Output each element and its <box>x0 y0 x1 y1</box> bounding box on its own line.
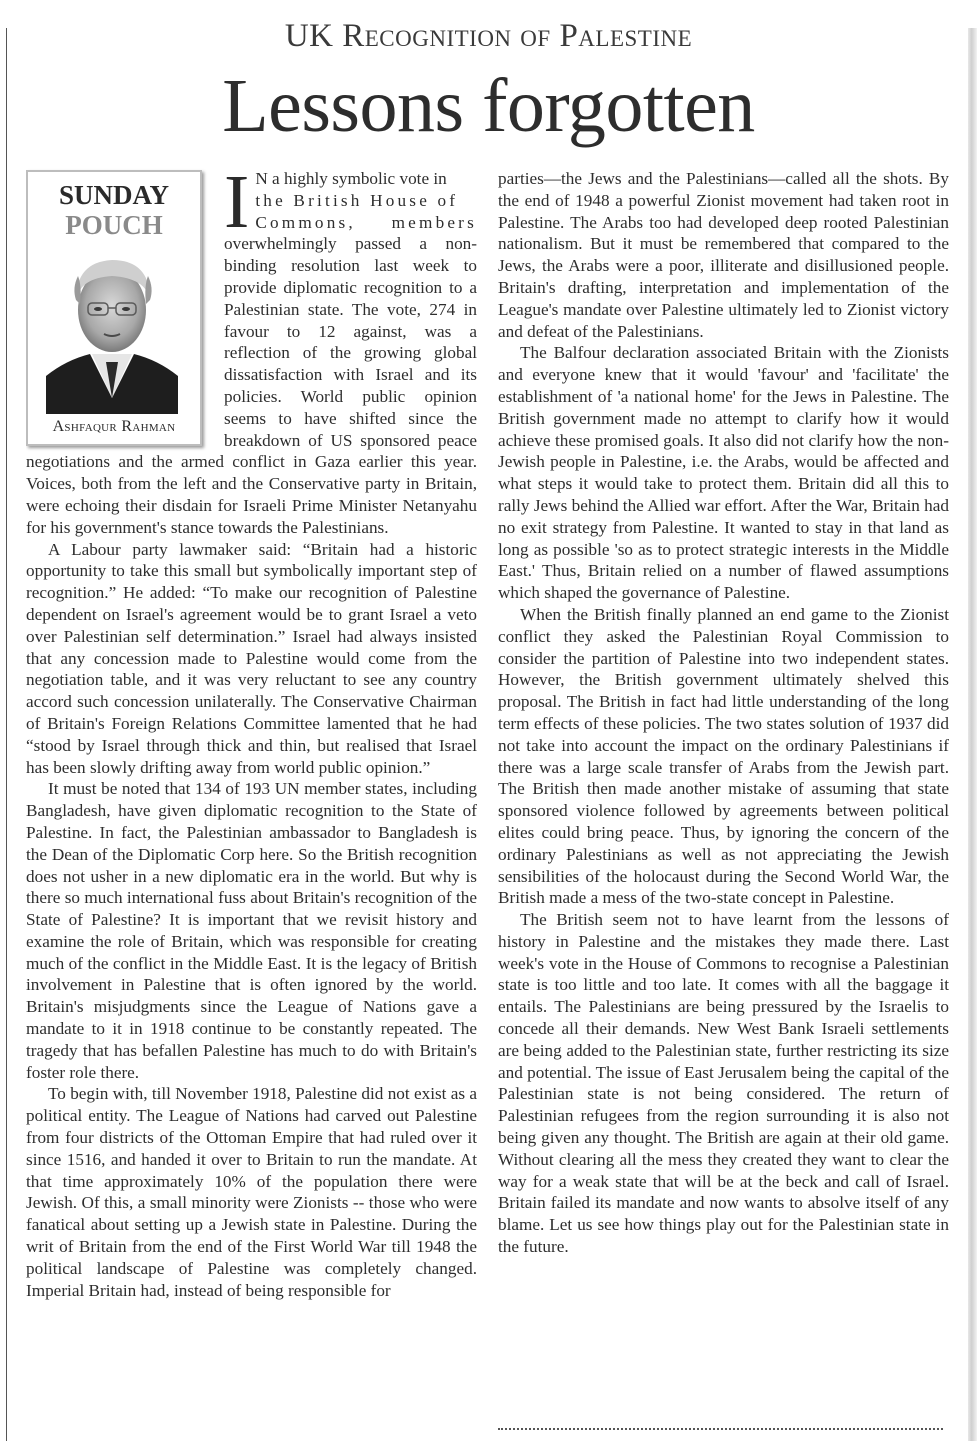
article-headline: Lessons forgotten <box>222 64 755 148</box>
column-badge-title: SUNDAY <box>58 180 170 210</box>
lead-line: the British House of <box>255 190 459 210</box>
column-badge <box>26 170 202 446</box>
lead-line: N a highly symbolic vote in <box>255 169 447 188</box>
body-paragraph: It must be noted that 134 of 193 UN member states, including Bangladesh, have given diplomatic recognition to the State of Palestine. In fact, the Palestinian ambassador to Bangladesh is the Dean of the Diplomatic Corp here. So the British recognition does not usher in a new diplomatic era in the world. But why is there so much international fuss about Britain's recognition of the State of Palestine? It is important that we revisit history and examine the role of Britain, which was responsible for creating much of the conflict in the Middle East. It is the legacy of British involvement in Palestine that is often ignored by the world. Britain's misjudgments since the League of Nations gave a mandate to it in 1918 continue to be constantly repeated. The tragedy that has befallen Palestine has much to do with Britain's foster role there. <box>26 779 477 1082</box>
lead-paragraph-body: overwhelmingly passed a non-binding resolution last week to provide diplomatic recognition to a Palestinian state. The vote, 274 in favour to 12 against, was a reflection of the growing global dissatisfaction with Israel and its policies. World public opinion seems to have shifted since the breakdown of US sponsored peace negotiations and the armed conflict in Gaza earlier this year. Voices, both from the left and the Conservative party in Britain, were echoing their disdain for Israeli Prime Minister Netanyahu for his government's stance towards the Palestinians. <box>26 234 477 537</box>
body-paragraph: A Labour party lawmaker said: “Britain had a historic opportunity to take this small but symbolically important step of recognition.” He added: “To make our recognition of Palestine dependent on Israel's agreement would be to grant Israel a veto over Palestinian self determination.” Israel had always insisted that any concession made to Palestine would come from the negotiation table, and it was very reluctant to see any country accord such concession unilaterally. The Conservative Chairman of Britain's Foreign Relations Committee lamented that he had “stood by Israel through thick and thin, but realised that Israel has been slowly drifting away from world public opinion.” <box>26 539 477 777</box>
article-column-right <box>498 168 949 1258</box>
drop-cap: I <box>224 168 250 244</box>
body-paragraph: parties—the Jews and the Palestinians—called all the shots. By the end of 1948 a powerful Zionist movement had taken root in Palestine. The Arabs too had developed deep rooted Palestinian nationalism. But it must be remembered that compared to the Jews, the Arabs were a poor, illiterate and disillusioned people. Britain's drafting, interpretation and implementation of the League's mandate over Palestine ultimately led to Zionist victory and defeat of the Palestinians. <box>498 169 949 341</box>
column-badge-subtitle: POUCH <box>65 210 163 240</box>
article-kicker: UK Recognition of Palestine <box>284 18 693 54</box>
body-paragraph: To begin with, till November 1918, Palestine did not exist as a political entity. The League of Nations had carved out Palestine from four districts of the Ottoman Empire that had ruled over it since 1516, and handed it over to Britain to run the mandate. At that time approximately 10% of the population there were Jewish. Of this, a small minority were Zionists -- those who were fanatical about setting up a Jewish state in Palestine. During the writ of Britain from the end of the First World War till 1948 the political landscape of Palestine was completely changed. Imperial Britain had, instead of being responsible for <box>26 1084 477 1300</box>
page-left-rule <box>6 28 7 1441</box>
lead-line: Commons, members <box>255 212 477 232</box>
article-end-dotted-rule <box>498 1428 943 1432</box>
body-paragraph: The Balfour declaration associated Britain with the Zionists and everyone knew that it would 'favour' and 'facilitate' the establishment of 'a national home' for the Jews in Palestine. The British government made no attempt to clarify how it would achieve these promised goals. It also did not clarify how the non-Jewish people in Palestine, i.e. the Arabs, would be affected and what steps it would take to protect them. Britain did all this to rally Jews behind the Allied war effort. After the War, Britain had no exit strategy from Palestine. It wanted to stay in that land as long as possible 'so as to protect strategic interests in the Middle East.' Thus, Britain relied on a number of flawed assumptions which shaped the governance of Palestine. <box>498 343 949 603</box>
body-paragraph: When the British finally planned an end game to the Zionist conflict they asked the Palestinian Royal Commission to consider the partition of Palestine into two independent states. However, the British government ultimately shelved this proposal. The British in fact had little understanding of the long term effects of these policies. The two states solution of 1937 did not take into account the impact on the ordinary Palestinians if there was a large scale transfer of Arabs from the Jewish part. The British then made another mistake of assuming that state sponsored violence followed by agreements between political elites could bring peace. Thus, by ignoring the concern of the ordinary Palestinians as well as not appreciating the Jewish sensibilities of the holocaust during the Second World War, the British made a mess of the two-state concept in Palestine. <box>498 604 949 908</box>
author-name: Ashfaqur Rahman <box>52 418 176 436</box>
author-portrait-icon <box>46 248 178 414</box>
body-paragraph: The British seem not to have learnt from the lessons of history in Palestine and the mistakes they made there. Last week's vote in the House of Commons to recognise a Palestinian state is too little and too late. It comes with all the baggage it entails. The Palestinians are being pressured by the Israelis to concede all their demands. New West Bank Israeli settlements are being added to the Palestinian state, further restricting its size and potential. The issue of East Jerusalem being the capital of the Palestinian state is not being considered. The return of Palestinian refugees from the region surrounding it is also not being given any thought. The British are again at their old game. Without clearing all the mess they created they want to clear the way for a weak state that will be at the beck and call of Israel. Britain failed its mandate and now wants to absolve itself of any blame. Let us see how things play out for the Palestinian state in the future. <box>498 910 949 1257</box>
article-column-left <box>26 168 477 1441</box>
page-right-edge <box>968 28 977 1441</box>
